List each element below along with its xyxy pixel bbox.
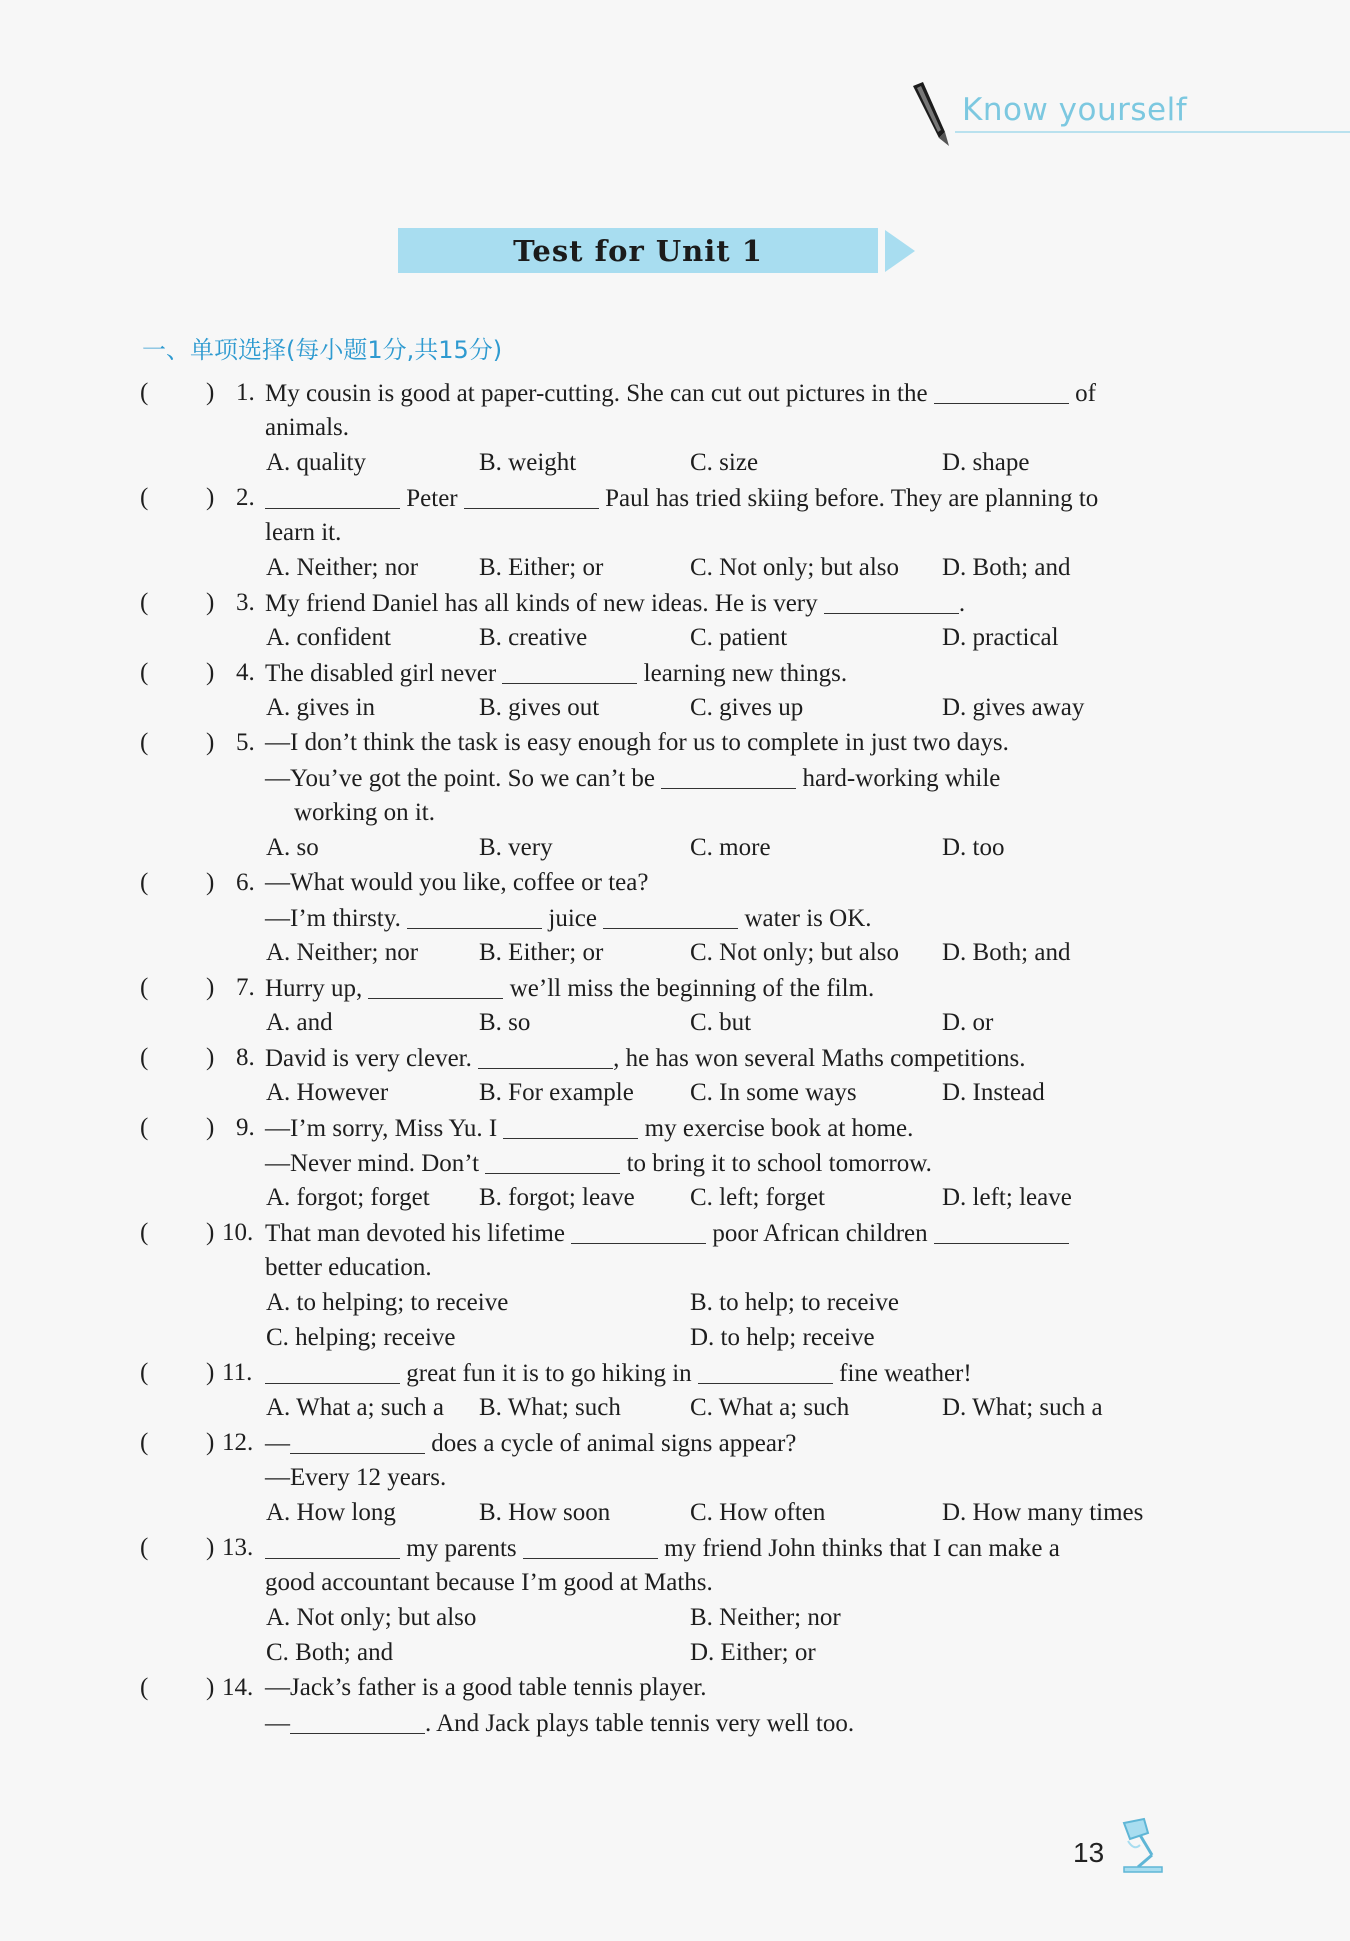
answer-paren-close: )	[206, 1674, 215, 1701]
answer-blank	[368, 970, 503, 999]
option-c: C. size	[690, 449, 759, 476]
option-d: D. Either; or	[690, 1639, 816, 1666]
question-stem: —Never mind. Don’t	[265, 1150, 480, 1177]
question-number: 1.	[236, 379, 255, 406]
question-stem: —You’ve got the point. So we can’t be	[265, 765, 656, 792]
question-stem: does a cycle of animal signs appear?	[431, 1430, 797, 1457]
option-b: B. gives out	[479, 694, 600, 721]
answer-paren-open: (	[140, 974, 149, 1001]
answer-paren-open: (	[140, 729, 149, 756]
question-stem: water is OK.	[744, 905, 872, 932]
option-a: A. forgot; forget	[266, 1184, 430, 1211]
answer-blank	[934, 1215, 1069, 1244]
question-stem: Paul has tried skiing before. They are planning to	[605, 485, 1099, 512]
option-d: D. left; leave	[942, 1184, 1072, 1211]
option-b: B. forgot; leave	[479, 1184, 635, 1211]
question-stem: . And Jack plays table tennis very well too.	[425, 1710, 855, 1737]
answer-blank	[603, 900, 738, 929]
page-title: Test for Unit 1	[513, 233, 763, 268]
question-number: 6.	[236, 869, 255, 896]
answer-paren-close: )	[206, 1429, 215, 1456]
option-a: A. gives in	[266, 694, 376, 721]
answer-paren-close: )	[206, 484, 215, 511]
title-banner	[398, 228, 878, 273]
answer-paren-open: (	[140, 1359, 149, 1386]
option-a: A. so	[266, 834, 319, 861]
option-b: B. to help; to receive	[690, 1289, 899, 1316]
question-stem: Peter	[406, 485, 458, 512]
option-a: A. Neither; nor	[266, 939, 419, 966]
option-d: D. or	[942, 1009, 994, 1036]
option-c: C. How often	[690, 1499, 826, 1526]
option-d: D. too	[942, 834, 1005, 861]
option-a: A. However	[266, 1079, 389, 1106]
answer-paren-close: )	[206, 1219, 215, 1246]
option-a: A. confident	[266, 624, 391, 651]
question-stem: learning new things.	[643, 660, 848, 687]
option-c: C. helping; receive	[266, 1324, 456, 1351]
option-a: A. What a; such a	[266, 1394, 444, 1421]
answer-paren-close: )	[206, 589, 215, 616]
question-number: 14.	[222, 1674, 254, 1701]
question-stem: we’ll miss the beginning of the film.	[509, 975, 875, 1002]
question-stem: My friend Daniel has all kinds of new ideas. He is very	[265, 590, 818, 617]
option-b: B. so	[479, 1009, 531, 1036]
question-number: 12.	[222, 1429, 254, 1456]
option-b: B. creative	[479, 624, 588, 651]
question-stem: David is very clever.	[265, 1045, 472, 1072]
answer-paren-open: (	[140, 659, 149, 686]
answer-paren-open: (	[140, 1534, 149, 1561]
option-b: B. Either; or	[479, 554, 604, 581]
option-c: C. gives up	[690, 694, 804, 721]
question-stem: —I don’t think the task is easy enough for us to complete in just two days.	[265, 729, 1009, 756]
question-stem: to bring it to school tomorrow.	[626, 1150, 932, 1177]
question-stem: .	[958, 590, 966, 617]
answer-blank	[485, 1145, 620, 1174]
option-b: B. weight	[479, 449, 577, 476]
answer-paren-open: (	[140, 1429, 149, 1456]
answer-paren-open: (	[140, 589, 149, 616]
question-stem: my parents	[406, 1535, 517, 1562]
question-stem: animals.	[265, 414, 350, 441]
question-number: 5.	[236, 729, 255, 756]
dialogue-dash: —	[265, 1430, 290, 1457]
question-stem: —Jack’s father is a good table tennis player.	[265, 1674, 707, 1701]
question-number: 10.	[222, 1219, 254, 1246]
question-number: 7.	[236, 974, 255, 1001]
answer-blank	[523, 1530, 658, 1559]
answer-paren-close: )	[206, 869, 215, 896]
section-heading: 一、单项选择(每小题1分,共15分)	[142, 336, 503, 364]
option-c: C. Both; and	[266, 1639, 394, 1666]
question-stem: hard-working while	[802, 765, 1001, 792]
option-d: D. How many times	[942, 1499, 1144, 1526]
question-stem: better education.	[265, 1254, 432, 1281]
option-c: C. but	[690, 1009, 752, 1036]
answer-paren-open: (	[140, 379, 149, 406]
answer-blank	[265, 480, 400, 509]
option-b: B. Either; or	[479, 939, 604, 966]
answer-paren-close: )	[206, 1044, 215, 1071]
question-stem: poor African children	[712, 1220, 928, 1247]
answer-blank	[824, 585, 959, 614]
answer-paren-close: )	[206, 659, 215, 686]
question-stem: fine weather!	[839, 1360, 972, 1387]
option-b: B. What; such	[479, 1394, 621, 1421]
option-d: D. Both; and	[942, 939, 1071, 966]
answer-paren-open: (	[140, 1674, 149, 1701]
option-c: C. more	[690, 834, 771, 861]
question-stem: —What would you like, coffee or tea?	[265, 869, 649, 896]
option-b: B. For example	[479, 1079, 634, 1106]
option-d: D. to help; receive	[690, 1324, 875, 1351]
answer-paren-close: )	[206, 1359, 215, 1386]
question-stem: learn it.	[265, 519, 342, 546]
answer-paren-open: (	[140, 869, 149, 896]
option-d: D. gives away	[942, 694, 1085, 721]
option-c: C. left; forget	[690, 1184, 825, 1211]
question-number: 4.	[236, 659, 255, 686]
answer-blank	[502, 655, 637, 684]
answer-blank	[571, 1215, 706, 1244]
question-number: 11.	[222, 1359, 253, 1386]
answer-paren-open: (	[140, 1219, 149, 1246]
option-d: D. Instead	[942, 1079, 1045, 1106]
answer-paren-open: (	[140, 1114, 149, 1141]
header-divider	[955, 131, 1350, 133]
option-b: B. very	[479, 834, 553, 861]
answer-blank	[290, 1705, 425, 1734]
answer-paren-open: (	[140, 1044, 149, 1071]
desk-lamp-icon	[1110, 1815, 1170, 1875]
option-a: A. quality	[266, 449, 366, 476]
answer-blank	[265, 1530, 400, 1559]
answer-paren-close: )	[206, 729, 215, 756]
answer-paren-close: )	[206, 1534, 215, 1561]
answer-paren-close: )	[206, 1114, 215, 1141]
answer-paren-close: )	[206, 379, 215, 406]
option-a: A. How long	[266, 1499, 396, 1526]
question-stem: , he has won several Maths competitions.	[613, 1045, 1026, 1072]
question-stem: —I’m thirsty.	[265, 905, 401, 932]
option-a: A. Not only; but also	[266, 1604, 477, 1631]
answer-blank	[698, 1355, 833, 1384]
question-number: 9.	[236, 1114, 255, 1141]
option-c: C. What a; such	[690, 1394, 850, 1421]
pen-icon	[905, 80, 955, 150]
question-stem: Hurry up,	[265, 975, 363, 1002]
answer-blank	[407, 900, 542, 929]
option-a: A. and	[266, 1009, 333, 1036]
question-stem: of	[1075, 380, 1096, 407]
arrow-right-icon	[885, 226, 917, 276]
option-b: B. How soon	[479, 1499, 611, 1526]
option-c: C. Not only; but also	[690, 554, 900, 581]
option-d: D. practical	[942, 624, 1059, 651]
option-a: A. Neither; nor	[266, 554, 419, 581]
answer-blank	[478, 1040, 613, 1069]
page-number: 13	[1073, 1837, 1105, 1868]
question-number: 3.	[236, 589, 255, 616]
brand-title: Know yourself	[962, 92, 1188, 128]
answer-blank	[503, 1110, 638, 1139]
answer-blank	[661, 760, 796, 789]
option-c: C. Not only; but also	[690, 939, 900, 966]
option-d: D. What; such a	[942, 1394, 1103, 1421]
answer-blank	[290, 1425, 425, 1454]
option-c: C. In some ways	[690, 1079, 857, 1106]
question-stem: —Every 12 years.	[265, 1464, 447, 1491]
question-stem: my exercise book at home.	[644, 1115, 914, 1142]
option-c: C. patient	[690, 624, 788, 651]
question-stem: The disabled girl never	[265, 660, 497, 687]
question-stem: working on it.	[294, 799, 435, 826]
option-d: D. shape	[942, 449, 1030, 476]
answer-paren-open: (	[140, 484, 149, 511]
question-number: 8.	[236, 1044, 255, 1071]
option-b: B. Neither; nor	[690, 1604, 841, 1631]
question-stem: great fun it is to go hiking in	[406, 1360, 692, 1387]
question-stem: That man devoted his lifetime	[265, 1220, 565, 1247]
answer-paren-close: )	[206, 974, 215, 1001]
question-stem: my friend John thinks that I can make a	[664, 1535, 1060, 1562]
question-stem: —I’m sorry, Miss Yu. I	[265, 1115, 498, 1142]
question-number: 13.	[222, 1534, 254, 1561]
answer-blank	[934, 375, 1069, 404]
question-number: 2.	[236, 484, 255, 511]
option-d: D. Both; and	[942, 554, 1071, 581]
dialogue-dash: —	[265, 1710, 290, 1737]
question-stem: juice	[548, 905, 597, 932]
answer-blank	[464, 480, 599, 509]
answer-blank	[265, 1355, 400, 1384]
question-stem: My cousin is good at paper-cutting. She can cut out pictures in the	[265, 380, 928, 407]
question-stem: good accountant because I’m good at Maths.	[265, 1569, 713, 1596]
option-a: A. to helping; to receive	[266, 1289, 509, 1316]
